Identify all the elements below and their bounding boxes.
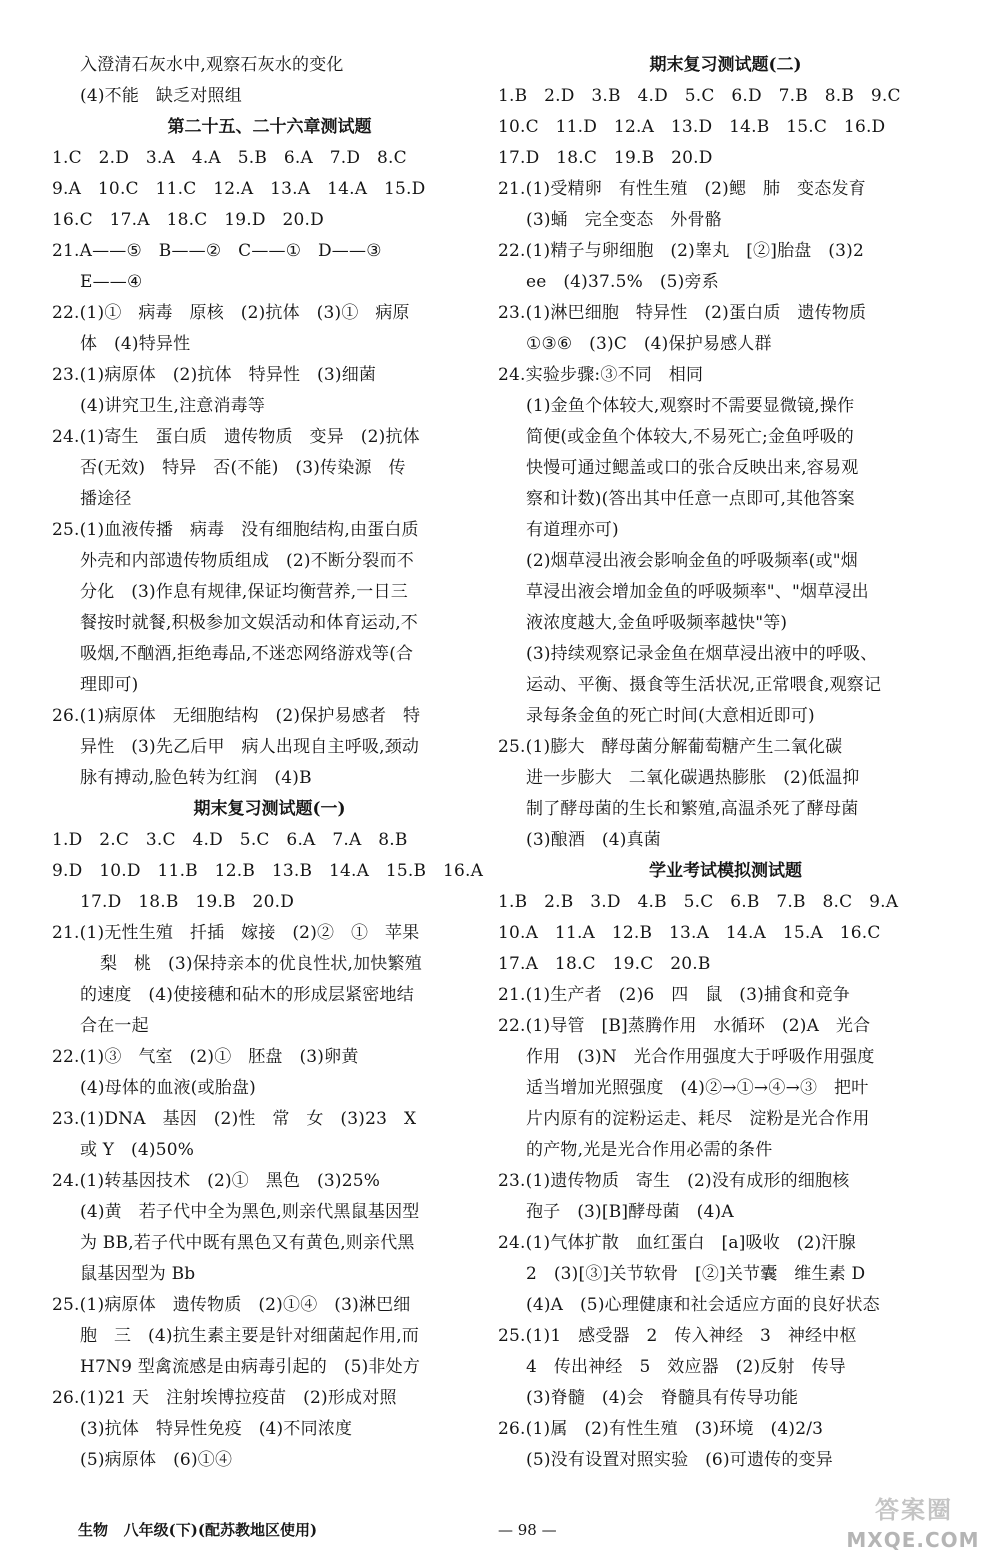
answer-line: 10.C 11.D 12.A 13.D 14.B 15.C 16.D bbox=[498, 117, 886, 137]
answer-line: ①③⑥ (3)C (4)保护易感人群 bbox=[526, 334, 772, 354]
footer-subject: 生物 八年级(下)(配苏教地区使用) bbox=[78, 1521, 318, 1539]
page-number: — 98 — bbox=[498, 1521, 557, 1539]
answer-line: 23.(1)淋巴细胞 特异性 (2)蛋白质 遗传物质 bbox=[498, 303, 867, 323]
answer-line: 作用 (3)N 光合作用强度大于呼吸作用强度 bbox=[526, 1047, 875, 1067]
answer-line: 2 (3)[③]关节软骨 [②]关节囊 维生素 D bbox=[526, 1264, 866, 1284]
answer-line: 26.(1)属 (2)有性生殖 (3)环境 (4)2/3 bbox=[498, 1419, 824, 1439]
answer-line: 播途径 bbox=[80, 489, 132, 509]
answer-line: 餐按时就餐,积极参加文娱活动和体育运动,不 bbox=[80, 613, 419, 633]
left-column bbox=[52, 50, 487, 1476]
section-heading: 学业考试模拟测试题 bbox=[649, 861, 802, 881]
watermark-logo bbox=[838, 1490, 988, 1552]
answer-line: 脉有搏动,脸色转为红润 (4)B bbox=[80, 768, 312, 788]
answer-line: 17.D 18.C 19.B 20.D bbox=[498, 148, 713, 168]
answer-line: ee (4)37.5% (5)旁系 bbox=[526, 272, 719, 292]
answer-line: 25.(1)膨大 酵母菌分解葡萄糖产生二氧化碳 bbox=[498, 737, 843, 757]
answer-line: 否(无效) 特异 否(不能) (3)传染源 传 bbox=[80, 458, 406, 478]
answer-line: (3)抗体 特异性免疫 (4)不同浓度 bbox=[80, 1419, 353, 1439]
answer-line: (5)没有设置对照实验 (6)可遗传的变异 bbox=[526, 1450, 833, 1470]
answer-line: 的速度 (4)使接穗和砧木的形成层紧密地结 bbox=[80, 985, 414, 1005]
answer-line: 10.A 11.A 12.B 13.A 14.A 15.A 16.C bbox=[498, 923, 881, 943]
answer-line: 有道理亦可) bbox=[526, 520, 619, 540]
answer-line: (3)蛹 完全变态 外骨骼 bbox=[526, 210, 722, 230]
answer-line: (4)讲究卫生,注意消毒等 bbox=[80, 396, 266, 416]
answer-line: 运动、平衡、摄食等生活状况,正常喂食,观察记 bbox=[526, 675, 882, 695]
answer-line: 21.(1)生产者 (2)6 四 鼠 (3)捕食和竞争 bbox=[498, 985, 850, 1005]
answer-line: 9.D 10.D 11.B 12.B 13.B 14.A 15.B 16.A bbox=[52, 861, 484, 881]
answer-line: 9.A 10.C 11.C 12.A 13.A 14.A 15.D bbox=[52, 179, 426, 199]
answer-line: 25.(1)血液传播 病毒 没有细胞结构,由蛋白质 bbox=[52, 520, 419, 540]
answer-line: 21.(1)受精卵 有性生殖 (2)鳃 肺 变态发育 bbox=[498, 179, 866, 199]
answer-line: (4)黄 若子代中全为黑色,则亲代黑鼠基因型 bbox=[80, 1202, 420, 1222]
answer-line: 17.A 18.C 19.C 20.B bbox=[498, 954, 711, 974]
answer-line: 察和计数)(答出其中任意一点即可,其他答案 bbox=[526, 489, 855, 509]
answer-line: (3)脊髓 (4)会 脊髓具有传导功能 bbox=[526, 1388, 799, 1408]
answer-line: (4)母体的血液(或胎盘) bbox=[80, 1078, 256, 1098]
answer-line: 或 Y (4)50% bbox=[80, 1140, 195, 1160]
section-heading: 第二十五、二十六章测试题 bbox=[167, 117, 372, 137]
answer-line: 制了酵母菌的生长和繁殖,高温杀死了酵母菌 bbox=[526, 799, 859, 819]
answer-line: 26.(1)病原体 无细胞结构 (2)保护易感者 特 bbox=[52, 706, 421, 726]
answer-line: 适当增加光照强度 (4)②→①→④→③ 把叶 bbox=[526, 1078, 869, 1098]
answer-line: 22.(1)导管 [B]蒸腾作用 水循环 (2)A 光合 bbox=[498, 1016, 871, 1036]
answer-line: (1)金鱼个体较大,观察时不需要显微镜,操作 bbox=[526, 396, 855, 416]
answer-line: 22.(1)精子与卵细胞 (2)睾丸 [②]胎盘 (3)2 bbox=[498, 241, 864, 261]
answer-line: E——④ bbox=[80, 272, 143, 292]
answer-line: 22.(1)③ 气室 (2)① 胚盘 (3)卵黄 bbox=[52, 1047, 359, 1067]
answer-line: 异性 (3)先乙后甲 病人出现自主呼吸,颈动 bbox=[80, 737, 420, 757]
answer-line: 21.A——⑤ B——② C——① D——③ bbox=[52, 241, 382, 261]
answer-line: 1.D 2.C 3.C 4.D 5.C 6.A 7.A 8.B bbox=[52, 830, 408, 850]
answer-line: H7N9 型禽流感是由病毒引起的 (5)非处方 bbox=[80, 1357, 421, 1377]
answer-line: 4 传出神经 5 效应器 (2)反射 传导 bbox=[526, 1357, 846, 1377]
answer-line: 的产物,光是光合作用必需的条件 bbox=[526, 1140, 773, 1160]
answer-line: (3)持续观察记录金鱼在烟草浸出液中的呼吸、 bbox=[526, 644, 878, 664]
answer-line: 理即可) bbox=[80, 675, 139, 695]
answer-line: (2)烟草浸出液会影响金鱼的呼吸频率(或"烟 bbox=[526, 551, 858, 571]
watermark-url: MXQE.COM bbox=[846, 1528, 980, 1552]
answer-line: 23.(1)DNA 基因 (2)性 常 女 (3)23 X bbox=[52, 1109, 417, 1129]
answer-line: 快慢可通过鳃盖或口的张合反映出来,容易观 bbox=[526, 458, 859, 478]
answer-line: 25.(1)1 感受器 2 传入神经 3 神经中枢 bbox=[498, 1326, 857, 1346]
section-heading: 期末复习测试题(一) bbox=[193, 799, 346, 819]
answer-line: 梨 桃 (3)保持亲本的优良性状,加快繁殖 bbox=[100, 954, 422, 974]
answer-line: 26.(1)21 天 注射埃博拉疫苗 (2)形成对照 bbox=[52, 1388, 397, 1408]
answer-line: 进一步膨大 二氧化碳遇热膨胀 (2)低温抑 bbox=[526, 768, 860, 788]
right-column bbox=[498, 50, 953, 1476]
answer-line: 25.(1)病原体 遗传物质 (2)①④ (3)淋巴细 bbox=[52, 1295, 411, 1315]
section-heading: 期末复习测试题(二) bbox=[649, 55, 802, 75]
answer-line: 为 BB,若子代中既有黑色又有黄色,则亲代黑 bbox=[80, 1233, 415, 1253]
answer-line: (4)不能 缺乏对照组 bbox=[80, 86, 242, 106]
answer-line: (4)A (5)心理健康和社会适应方面的良好状态 bbox=[526, 1295, 880, 1315]
answer-line: 24.(1)寄生 蛋白质 遗传物质 变异 (2)抗体 bbox=[52, 427, 420, 447]
answer-line: 1.B 2.D 3.B 4.D 5.C 6.D 7.B 8.B 9.C bbox=[498, 86, 901, 106]
answer-line: 吸烟,不酗酒,拒绝毒品,不迷恋网络游戏等(合 bbox=[80, 644, 414, 664]
answer-line: 16.C 17.A 18.C 19.D 20.D bbox=[52, 210, 324, 230]
answer-line: 胞 三 (4)抗生素主要是针对细菌起作用,而 bbox=[80, 1326, 420, 1346]
answer-line: (3)酿酒 (4)真菌 bbox=[526, 830, 661, 850]
answer-line: 22.(1)① 病毒 原核 (2)抗体 (3)① 病原 bbox=[52, 303, 410, 323]
answer-line: 简便(或金鱼个体较大,不易死亡;金鱼呼吸的 bbox=[526, 427, 854, 447]
answer-line: 23.(1)病原体 (2)抗体 特异性 (3)细菌 bbox=[52, 365, 377, 385]
answer-line: 24.(1)气体扩散 血红蛋白 [a]吸收 (2)汗腺 bbox=[498, 1233, 856, 1253]
page-footer bbox=[78, 1515, 958, 1545]
answer-line: 液浓度越大,金鱼呼吸频率越快"等) bbox=[526, 613, 788, 633]
answer-line: 鼠基因型为 Bb bbox=[80, 1264, 196, 1284]
answer-line: 录每条金鱼的死亡时间(大意相近即可) bbox=[526, 706, 815, 726]
answer-line: 片内原有的淀粉运走、耗尽 淀粉是光合作用 bbox=[526, 1109, 870, 1129]
answer-line: 17.D 18.B 19.B 20.D bbox=[80, 892, 295, 912]
answer-line: 1.B 2.B 3.D 4.B 5.C 6.B 7.B 8.C 9.A bbox=[498, 892, 899, 912]
answer-line: (5)病原体 (6)①④ bbox=[80, 1450, 233, 1470]
answer-line: 体 (4)特异性 bbox=[80, 334, 191, 354]
answer-line: 孢子 (3)[B]酵母菌 (4)A bbox=[526, 1202, 734, 1222]
answer-line: 入澄清石灰水中,观察石灰水的变化 bbox=[80, 55, 344, 75]
answer-line: 草浸出液会增加金鱼的呼吸频率"、"烟草浸出 bbox=[526, 582, 869, 602]
watermark-cn-text: 答案圈 bbox=[875, 1495, 953, 1524]
answer-line: 分化 (3)作息有规律,保证均衡营养,一日三 bbox=[80, 582, 408, 602]
answer-line: 24.实验步骤:③不同 相同 bbox=[498, 365, 704, 385]
answer-line: 1.C 2.D 3.A 4.A 5.B 6.A 7.D 8.C bbox=[52, 148, 407, 168]
answer-line: 24.(1)转基因技术 (2)① 黑色 (3)25% bbox=[52, 1171, 381, 1191]
answer-line: 23.(1)遗传物质 寄生 (2)没有成形的细胞核 bbox=[498, 1171, 850, 1191]
answer-line: 外壳和内部遗传物质组成 (2)不断分裂而不 bbox=[80, 551, 414, 571]
answer-line: 21.(1)无性生殖 扦插 嫁接 (2)② ① 苹果 bbox=[52, 923, 420, 943]
answer-line: 合在一起 bbox=[80, 1016, 149, 1036]
